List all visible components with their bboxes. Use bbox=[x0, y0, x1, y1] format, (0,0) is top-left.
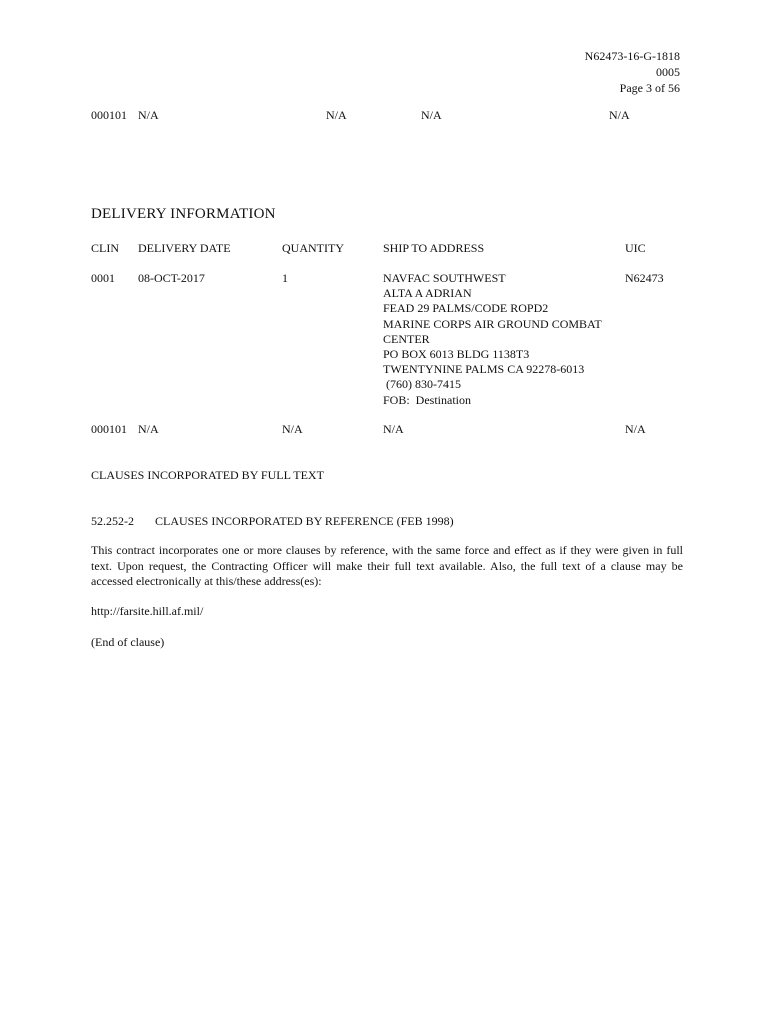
top-row-col4: N/A bbox=[609, 108, 630, 122]
ship-to-address bbox=[383, 271, 602, 408]
top-row-col1: N/A bbox=[138, 108, 159, 122]
address-line: TWENTYNINE PALMS CA 92278-6013 bbox=[383, 362, 585, 377]
address-line: NAVFAC SOUTHWEST bbox=[383, 271, 506, 285]
col-header-clin: CLIN bbox=[91, 241, 119, 255]
top-row-col3: N/A bbox=[421, 108, 442, 122]
row-ship-to: N/A bbox=[383, 422, 404, 436]
col-header-quantity: QUANTITY bbox=[282, 241, 344, 255]
address-line: (760) 830-7415 bbox=[383, 377, 461, 392]
document-header bbox=[585, 48, 680, 96]
clauses-heading: CLAUSES INCORPORATED BY FULL TEXT bbox=[91, 468, 324, 482]
clause-url: http://farsite.hill.af.mil/ bbox=[91, 604, 204, 618]
clause-title: CLAUSES INCORPORATED BY REFERENCE (FEB 1998) bbox=[155, 514, 454, 528]
col-header-uic: UIC bbox=[625, 241, 646, 255]
page-label: Page 3 of 56 bbox=[619, 81, 680, 95]
address-line: FEAD 29 PALMS/CODE ROPD2 bbox=[383, 301, 549, 316]
top-row-col2: N/A bbox=[326, 108, 347, 122]
order-number: 0005 bbox=[656, 65, 680, 79]
row-clin: 0001 bbox=[91, 271, 115, 285]
row-uic: N/A bbox=[625, 422, 646, 436]
address-line: FOB: Destination bbox=[383, 392, 472, 407]
clause-paragraph: This contract incorporates one or more clauses by reference, with the same force and effect as if they were given in full text. Upon request, the Contracting Officer will make their full text available. Also, the full text of a clause may be accessed electronically at this/these address(es): bbox=[91, 543, 683, 588]
end-of-clause: (End of clause) bbox=[91, 635, 165, 649]
col-header-delivery-date: DELIVERY DATE bbox=[138, 241, 231, 255]
clause-number: 52.252-2 bbox=[91, 514, 134, 528]
row-quantity: N/A bbox=[282, 422, 303, 436]
contract-number: N62473-16-G-1818 bbox=[584, 49, 680, 63]
top-row-clin: 000101 bbox=[91, 108, 127, 122]
row-clin: 000101 bbox=[91, 422, 127, 436]
address-line: CENTER bbox=[383, 331, 430, 346]
row-delivery-date: 08-OCT-2017 bbox=[138, 271, 205, 285]
delivery-heading: DELIVERY INFORMATION bbox=[91, 206, 276, 222]
row-quantity: 1 bbox=[282, 271, 288, 285]
row-uic: N62473 bbox=[625, 271, 664, 285]
col-header-ship-to: SHIP TO ADDRESS bbox=[383, 241, 485, 255]
address-line: ALTA A ADRIAN bbox=[383, 286, 472, 301]
row-delivery-date: N/A bbox=[138, 422, 159, 436]
address-line: PO BOX 6013 BLDG 1138T3 bbox=[383, 347, 530, 362]
address-line: MARINE CORPS AIR GROUND COMBAT bbox=[383, 316, 602, 331]
